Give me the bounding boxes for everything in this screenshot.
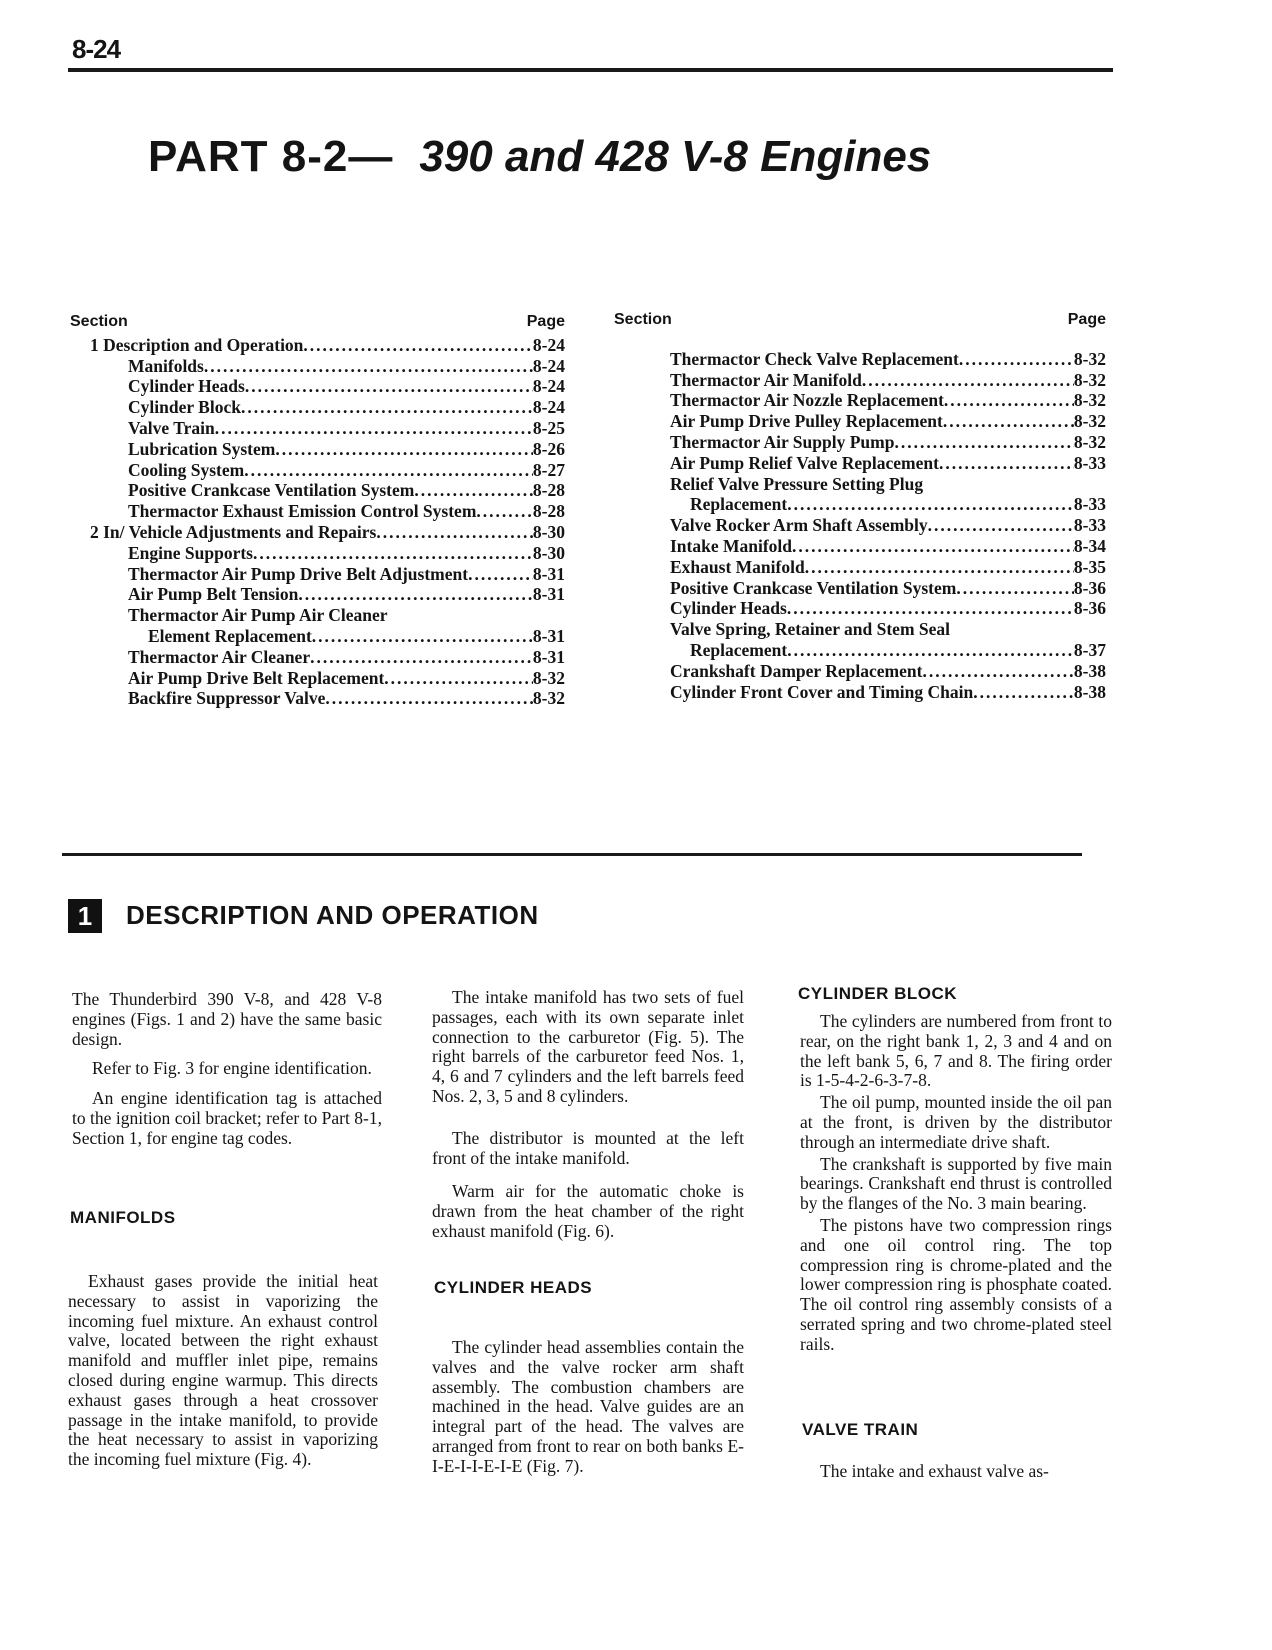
toc-entry-label: Thermactor Check Valve Replacement	[670, 348, 959, 369]
toc-entry-label: Positive Crankcase Ventilation System	[670, 577, 957, 598]
toc-entry-page: 8-31	[532, 584, 565, 605]
toc-leader-dots	[310, 647, 533, 668]
toc-entry-label: Intake Manifold	[670, 535, 793, 556]
toc-section-header: Section	[614, 311, 672, 328]
paragraph: The distributor is mounted at the left front of the intake manifold.	[432, 1127, 744, 1168]
toc-entry	[70, 605, 565, 626]
paragraph: The oil pump, mounted inside the oil pan at the front, is driven by the distributor through an intermediate drive shaft.	[800, 1092, 1112, 1152]
toc-leader-dots	[468, 564, 533, 585]
toc-entry	[614, 370, 1106, 391]
toc-entry	[70, 480, 565, 501]
toc-leader-dots	[245, 376, 533, 397]
toc-entry-page: 8-33	[1073, 494, 1106, 515]
toc-entry-label: Thermactor Air Nozzle Replacement	[670, 390, 944, 411]
toc-entry-page: 8-33	[1073, 452, 1106, 473]
toc-entry-label: Cooling System	[128, 459, 245, 480]
toc-entry	[614, 598, 1106, 619]
toc-entry-page: 8-38	[1073, 681, 1106, 702]
toc-entry	[614, 453, 1106, 474]
toc-entry-page: 8-24	[532, 376, 565, 397]
toc-entry-label: Cylinder Heads	[670, 598, 787, 619]
toc-entry-page: 8-27	[532, 459, 565, 480]
part-title: 390 and 428 V-8 Engines	[419, 132, 932, 181]
toc-leader-dots	[376, 522, 533, 543]
toc-entry	[70, 439, 565, 460]
toc-entry-page: 8-36	[1073, 598, 1106, 619]
paragraph: Refer to Fig. 3 for engine identification.	[92, 1058, 372, 1079]
toc-right-rows	[614, 349, 1106, 703]
toc-entry-label: Manifolds	[128, 355, 204, 376]
toc-leader-dots	[862, 370, 1074, 391]
toc-page-header: Page	[1067, 311, 1106, 328]
toc-entry-label: Engine Supports	[128, 542, 253, 563]
toc-section-header: Section	[70, 313, 128, 330]
toc-entry	[70, 356, 565, 377]
toc-left	[70, 312, 565, 709]
toc-leader-dots	[944, 390, 1074, 411]
toc-entry-page: 8-31	[532, 625, 565, 646]
toc-left-header	[70, 312, 565, 333]
toc-entry-label: 2 In/ Vehicle Adjustments and Repairs	[90, 521, 377, 542]
toc-entry	[70, 668, 565, 689]
paragraph: Exhaust gases provide the initial heat necessary to assist in vaporizing the incoming fuel mixture. An exhaust control valve, located between the right exhaust manifold and muffler inlet pipe, remains closed during engine warmup. This directs exhaust gases through a heat crossover passage in the intake manifold, to provide the heat necessary to assist in vaporizing the incoming fuel mixture (Fig. 4).	[68, 1271, 378, 1470]
toc-entry	[70, 543, 565, 564]
toc-page-header: Page	[526, 313, 565, 330]
toc-leader-dots	[325, 688, 533, 709]
toc-entry-label: Cylinder Front Cover and Timing Chain	[670, 681, 974, 702]
toc-entry	[614, 661, 1106, 682]
toc-entry	[614, 640, 1106, 661]
toc-entry-page: 8-24	[532, 355, 565, 376]
toc-entry	[614, 494, 1106, 515]
toc-entry	[614, 682, 1106, 703]
header-rule	[68, 68, 1113, 72]
toc-entry-page: 8-37	[1073, 639, 1106, 660]
toc-entry-label: Thermactor Air Cleaner	[128, 646, 311, 667]
toc-entry-page: 8-26	[532, 438, 565, 459]
toc-entry	[70, 647, 565, 668]
toc-entry	[70, 397, 565, 418]
toc-entry-page: 8-32	[532, 688, 565, 709]
toc-entry-page: 8-30	[532, 542, 565, 563]
body-column-2	[432, 987, 744, 1476]
toc-entry	[614, 390, 1106, 411]
toc-leader-dots	[805, 557, 1074, 578]
toc-entry-label: Thermactor Air Pump Drive Belt Adjustment	[128, 563, 469, 584]
toc-leader-dots	[959, 349, 1074, 370]
toc-entry-page: 8-30	[532, 521, 565, 542]
toc-entry	[70, 376, 565, 397]
paragraph: The cylinder head assemblies contain the valves and the valve rocker arm shaft assembly. The combustion chambers are machined in the head. Valve guides are an integral part of the head. The valves are arranged from front to rear on both banks E-I-E-I-I-E-I-E (Fig. 7).	[432, 1337, 744, 1476]
paragraph: Warm air for the automatic choke is drawn from the heat chamber of the right exhaust manifold (Fig. 6).	[432, 1181, 744, 1241]
toc-entry-label: Air Pump Drive Belt Replacement	[128, 667, 385, 688]
toc-entry-label: Exhaust Manifold	[670, 556, 805, 577]
toc-entry-label: Cylinder Block	[128, 397, 241, 418]
paragraph: The Thunderbird 390 V-8, and 428 V-8 engines (Figs. 1 and 2) have the same basic design.	[72, 989, 382, 1049]
toc-leader-dots	[312, 626, 533, 647]
toc-entry-label: Thermactor Exhaust Emission Control System	[128, 501, 477, 522]
toc-leader-dots	[215, 418, 533, 439]
toc-right	[614, 310, 1106, 702]
toc-leader-dots	[792, 536, 1074, 557]
toc-leader-dots	[303, 335, 533, 356]
toc-entry-page: 8-32	[1073, 431, 1106, 452]
toc-leader-dots	[922, 661, 1073, 682]
toc-entry-label: Valve Rocker Arm Shaft Assembly	[670, 515, 928, 536]
toc-leader-dots	[894, 432, 1073, 453]
toc-entry-page: 8-32	[1073, 348, 1106, 369]
toc-entry-page: 8-32	[532, 667, 565, 688]
page-title	[148, 132, 931, 182]
toc-leader-dots	[787, 598, 1074, 619]
toc-leader-dots	[943, 411, 1074, 432]
toc-entry	[614, 474, 1106, 495]
toc-entry	[70, 335, 565, 356]
toc-leader-dots	[787, 494, 1074, 515]
toc-entry-label: Relief Valve Pressure Setting Plug	[670, 473, 924, 494]
toc-entry	[70, 460, 565, 481]
toc-leader-dots	[244, 460, 533, 481]
toc-entry	[614, 515, 1106, 536]
toc-leader-dots	[956, 578, 1074, 599]
subheading-valve-train: VALVE TRAIN	[802, 1420, 919, 1439]
paragraph: The cylinders are numbered from front to rear, on the right bank 1, 2, 3 and 4 and on the left bank 5, 6, 7 and 8. The firing order is 1-5-4-2-6-3-7-8.	[800, 1011, 1112, 1091]
toc-left-rows	[70, 335, 565, 709]
toc-entry-label: Thermactor Air Supply Pump	[670, 431, 895, 452]
toc-entry-page: 8-35	[1073, 556, 1106, 577]
toc-entry-label: Crankshaft Damper Replacement	[670, 660, 923, 681]
paragraph: An engine identification tag is attached to the ignition coil bracket; refer to Part 8-1, Section 1, for engine tag codes.	[72, 1088, 382, 1148]
section-number-badge: 1	[68, 899, 102, 933]
toc-entry-page: 8-32	[1073, 390, 1106, 411]
toc-leader-dots	[298, 584, 533, 605]
toc-entry	[70, 564, 565, 585]
subheading-cylinder-block: CYLINDER BLOCK	[798, 984, 958, 1003]
toc-entry	[70, 522, 565, 543]
toc-entry-label: Replacement	[690, 639, 788, 660]
toc-entry-page: 8-31	[532, 646, 565, 667]
toc-leader-dots	[414, 480, 533, 501]
toc-entry-page: 8-33	[1073, 515, 1106, 536]
paragraph: The crankshaft is supported by five main bearings. Crankshaft end thrust is controlled by the flanges of the No. 3 main bearing.	[800, 1153, 1112, 1214]
toc-entry-page: 8-28	[532, 501, 565, 522]
toc-entry-label: Valve Spring, Retainer and Stem Seal	[670, 619, 951, 640]
toc-entry-label: Thermactor Air Manifold	[670, 369, 862, 390]
toc-entry	[614, 349, 1106, 370]
page-number: 8-24	[72, 34, 121, 64]
toc-entry	[70, 501, 565, 522]
toc-entry	[614, 411, 1106, 432]
toc-entry-label: Lubrication System	[128, 438, 276, 459]
toc-entry-label: Backfire Suppressor Valve	[128, 688, 326, 709]
toc-entry-page: 8-32	[1073, 411, 1106, 432]
toc-entry-label: Replacement	[690, 494, 788, 515]
section-divider	[62, 853, 1082, 856]
toc-entry	[70, 418, 565, 439]
toc-leader-dots	[973, 682, 1074, 703]
toc-entry-label: Element Replacement	[148, 625, 312, 646]
toc-entry	[70, 626, 565, 647]
toc-entry-page: 8-36	[1073, 577, 1106, 598]
toc-entry-page: 8-25	[532, 417, 565, 438]
toc-right-header	[614, 310, 1106, 331]
toc-entry	[614, 578, 1106, 599]
toc-entry-label: Positive Crankcase Ventilation System	[128, 480, 415, 501]
paragraph: The intake manifold has two sets of fuel passages, each with its own separate inlet connection to the carburetor (Fig. 5). The right barrels of the carburetor feed Nos. 1, 4, 6 and 7 cylinders and the left barrels feed Nos. 2, 3, 5 and 8 cylinders.	[432, 987, 744, 1106]
toc-entry	[614, 536, 1106, 557]
subheading-manifolds: MANIFOLDS	[70, 1208, 176, 1227]
toc-leader-dots	[939, 453, 1074, 474]
toc-leader-dots	[241, 397, 533, 418]
toc-entry-label: Thermactor Air Pump Air Cleaner	[128, 605, 388, 626]
paragraph: The intake and exhaust valve as-	[820, 1461, 1049, 1481]
toc-entry-label: 1 Description and Operation	[90, 334, 304, 355]
body-column-1	[68, 989, 382, 1470]
toc-entry-page: 8-24	[532, 397, 565, 418]
toc-entry	[614, 619, 1106, 640]
toc-entry-label: Valve Train	[128, 417, 215, 438]
section-title: DESCRIPTION AND OPERATION	[126, 900, 539, 930]
toc-entry-page: 8-31	[532, 563, 565, 584]
toc-entry-label: Cylinder Heads	[128, 376, 245, 397]
toc-entry-label: Air Pump Belt Tension	[128, 584, 299, 605]
toc-entry	[614, 432, 1106, 453]
toc-entry	[70, 584, 565, 605]
toc-entry	[614, 557, 1106, 578]
toc-entry-page: 8-24	[532, 334, 565, 355]
toc-entry-page: 8-28	[532, 480, 565, 501]
subheading-cylinder-heads: CYLINDER HEADS	[434, 1278, 593, 1297]
toc-leader-dots	[787, 640, 1074, 661]
toc-entry-page: 8-32	[1073, 369, 1106, 390]
toc-leader-dots	[384, 668, 533, 689]
toc-leader-dots	[476, 501, 533, 522]
toc-entry-page: 8-38	[1073, 660, 1106, 681]
toc-leader-dots	[928, 515, 1074, 536]
paragraph: The pistons have two compression rings and one oil control ring. The top compression ring is chrome-plated and the lower compression ring is phosphate coated. The oil control ring assembly consists of a serrated spring and two chrome-plated steel rails.	[800, 1214, 1112, 1354]
toc-entry-label: Air Pump Drive Pulley Replacement	[670, 411, 943, 432]
toc-leader-dots	[204, 356, 533, 377]
toc-entry-page: 8-34	[1073, 535, 1106, 556]
part-label: PART 8-2—	[148, 132, 394, 181]
toc-leader-dots	[253, 543, 533, 564]
toc-entry	[70, 688, 565, 709]
toc-leader-dots	[275, 439, 533, 460]
toc-entry-label: Air Pump Relief Valve Replacement	[670, 452, 939, 473]
